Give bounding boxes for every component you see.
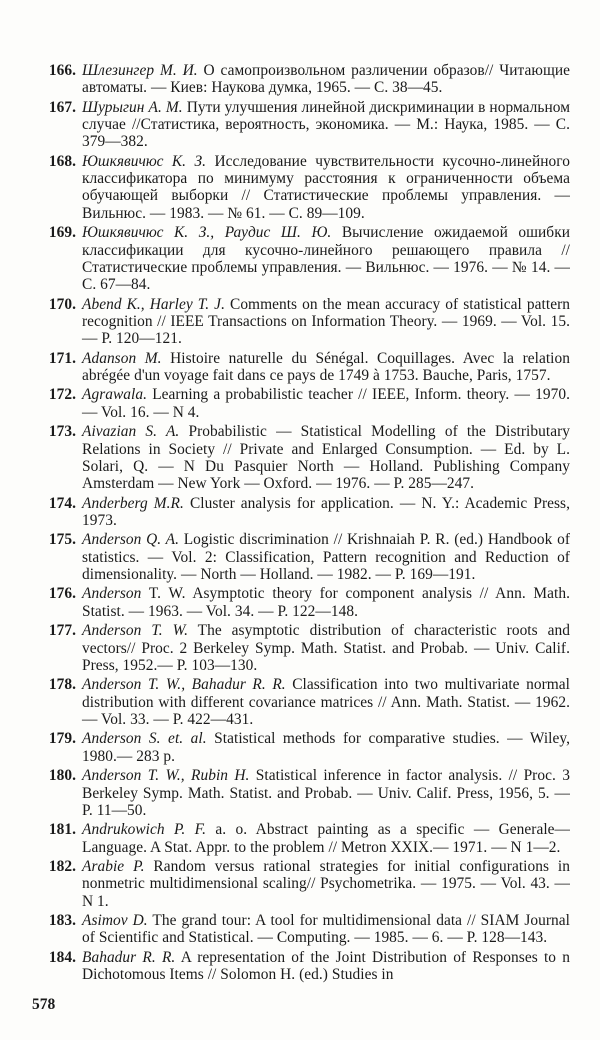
reference-author: Aivazian S. A. (82, 423, 180, 441)
reference-author: Abend K., Harley T. J. (82, 295, 225, 313)
reference-text: Logistic discrimination // Krishnaiah P. R. (ed.) Handbook of statistics. — Vol. 2: Classification, Pattern recognition and Reduction of dimensionality. — North — Holland. — 1982. — P. 169—191. (82, 531, 570, 583)
reference-body (82, 386, 570, 421)
reference-entry (30, 912, 570, 947)
reference-author: Юшкявичюс К. З., Раудис Ш. Ю. (82, 224, 332, 242)
reference-entry (30, 62, 570, 97)
reference-author: Шурыгин А. М. (82, 98, 183, 116)
reference-entry (30, 949, 570, 984)
reference-entry (30, 821, 570, 856)
reference-entry (30, 730, 570, 765)
reference-author: Шлезингер М. И. (82, 62, 198, 79)
reference-body (82, 296, 570, 348)
reference-number: 174. (48, 494, 76, 512)
reference-body (82, 622, 570, 674)
reference-author: Andrukowich P. F. (82, 821, 207, 839)
reference-number: 169. (48, 224, 76, 242)
reference-body (82, 224, 570, 293)
reference-body (82, 350, 570, 385)
reference-body (82, 730, 570, 765)
reference-author: Anderson T. W., Rubin H. (82, 767, 250, 785)
reference-text: Statistical methods for comparative studies. — Wiley, 1980.— 283 p. (82, 730, 570, 765)
reference-body (82, 423, 570, 492)
reference-text: Random versus rational strategies for initial configurations in nonmetric multidimensional scaling// Psychometrika. — 1975. — Vol. 43. — N 1. (82, 858, 571, 910)
reference-body (82, 858, 570, 910)
reference-body (82, 153, 570, 222)
reference-author: Agrawala. (82, 386, 148, 404)
reference-number: 177. (48, 622, 76, 640)
reference-entry (30, 767, 570, 819)
reference-author: Anderson Q. A. (82, 531, 179, 549)
reference-entry (30, 585, 570, 620)
reference-author: Anderson T. W. (82, 622, 188, 640)
reference-entry (30, 676, 570, 728)
reference-text: Probabilistic — Statistical Modelling of the Distributary Relations in Society // Private and Enlarged Consumption. — Ed. by L. Solari, Q. — N Du Pasquier North — Holland. Publishing Company Amsterdam — New York — Oxford. — 1976. — P. 285—247. (82, 423, 570, 493)
reference-number: 173. (48, 423, 76, 441)
reference-body (82, 585, 570, 620)
reference-author: Юшкявичюс К. З. (82, 152, 207, 170)
reference-number: 175. (48, 531, 76, 549)
reference-text: The grand tour: A tool for multidimensional data // SIAM Journal of Scientific and Statistical. — Computing. — 1985. — 6. — P. 128—143. (82, 912, 570, 947)
reference-number: 179. (48, 730, 76, 748)
reference-number: 166. (48, 62, 76, 79)
reference-entry (30, 99, 570, 151)
reference-number: 167. (48, 98, 76, 116)
reference-text: Cluster analysis for application. — N. Y.: Academic Press, 1973. (82, 494, 570, 529)
reference-author: Anderson (82, 585, 142, 603)
reference-entry (30, 296, 570, 348)
reference-text: The asymptotic distribution of characteristic roots and vectors// Proc. 2 Berkeley Symp. Math. Statist. and Probab. — Univ. Calif. Press, 1952.— P. 103—130. (82, 622, 570, 674)
reference-number: 176. (48, 585, 76, 603)
reference-body (82, 676, 570, 728)
reference-body (82, 62, 570, 97)
reference-text: Classification into two multivariate normal distribution with different covariance matrices // Ann. Math. Statist. — 1962. — Vol. 33. — P. 422—431. (82, 676, 570, 728)
reference-text: Histoire naturelle du Sénégal. Coquillages. Avec la relation abrégée d'un voyage fait dans ce pays de 1749 à 1753. Bauche, Paris, 1757. (82, 349, 570, 384)
reference-body (82, 821, 570, 856)
reference-entry (30, 386, 570, 421)
reference-text: Statistical inference in factor analysis. // Proc. 3 Berkeley Symp. Math. Statist. and Probab. — Univ. Calif. Press, 1956, 5. — P. 11—50. (82, 767, 570, 819)
page-number: 578 (32, 996, 56, 1013)
reference-number: 184. (48, 948, 76, 966)
reference-number: 172. (48, 386, 76, 404)
reference-entry (30, 423, 570, 492)
reference-entry (30, 153, 570, 222)
reference-text: Исследование чувствительности кусочно-линейного классификатора по минимуму расстояния к ограниченности объема обучающей выборки // Статистические проблемы управления. — Вильнюс. — 1983. — № 61. — С. 89—109. (82, 152, 570, 222)
reference-number: 168. (48, 152, 76, 170)
reference-text: a. o. Abstract painting as a specific — Generale— Language. A Stat. Appr. to the problem // Metron XXIX.— 1971. — N 1—2. (82, 821, 570, 856)
reference-author: Anderberg M.R. (82, 494, 184, 512)
reference-entry (30, 495, 570, 530)
reference-text: О самопроизвольном различении образов// Читающие автоматы. — Киев: Наукова думка, 1965. — С. 38—45. (82, 62, 571, 97)
reference-text: Пути улучшения линейной дискриминации в нормальном случае //Статистика, вероятность, экономика. — М.: Наука, 1985. — С. 379—382. (82, 98, 570, 151)
reference-entry (30, 350, 570, 385)
reference-entry (30, 858, 570, 910)
reference-list (30, 62, 570, 986)
reference-body (82, 495, 570, 530)
reference-body (82, 767, 570, 819)
reference-entry (30, 531, 570, 583)
reference-entry (30, 622, 570, 674)
reference-author: Arabie P. (82, 858, 145, 876)
reference-author: Bahadur R. R. (82, 948, 176, 966)
reference-body (82, 99, 570, 151)
reference-author: Asimov D. (82, 912, 148, 930)
reference-body (82, 531, 570, 583)
reference-body (82, 949, 570, 984)
reference-text: Learning a probabilistic teacher // IEEE, Inform. theory. — 1970. — Vol. 16. — N 4. (82, 386, 570, 421)
reference-body (82, 912, 570, 947)
reference-author: Anderson T. W., Bahadur R. R. (82, 676, 286, 694)
reference-number: 182. (48, 858, 76, 876)
reference-number: 183. (48, 912, 76, 930)
reference-number: 180. (48, 767, 76, 785)
reference-text: Вычисление ожидаемой ошибки классификации для кусочно-линейного решающего правила // Статистические проблемы управления. — Вильнюс. — 1976. — № 14. — С. 67—84. (82, 224, 571, 294)
reference-text: Comments on the mean accuracy of statistical pattern recognition // IEEE Transactions on Information Theory. — 1969. — Vol. 15. — P. 120—121. (82, 295, 570, 348)
reference-entry (30, 224, 570, 293)
reference-author: Adanson M. (82, 349, 162, 367)
reference-text: T. W. Asymptotic theory for component analysis // Ann. Math. Statist. — 1963. — Vol. 34. — P. 122—148. (82, 585, 570, 620)
reference-author: Anderson S. et. al. (82, 730, 207, 748)
reference-number: 170. (48, 295, 76, 313)
reference-number: 178. (48, 676, 76, 694)
reference-number: 181. (48, 821, 76, 839)
reference-number: 171. (48, 349, 76, 367)
reference-text: A representation of the Joint Distribution of Responses to n Dichotomous Items // Solomon H. (ed.) Studies in (82, 948, 570, 984)
